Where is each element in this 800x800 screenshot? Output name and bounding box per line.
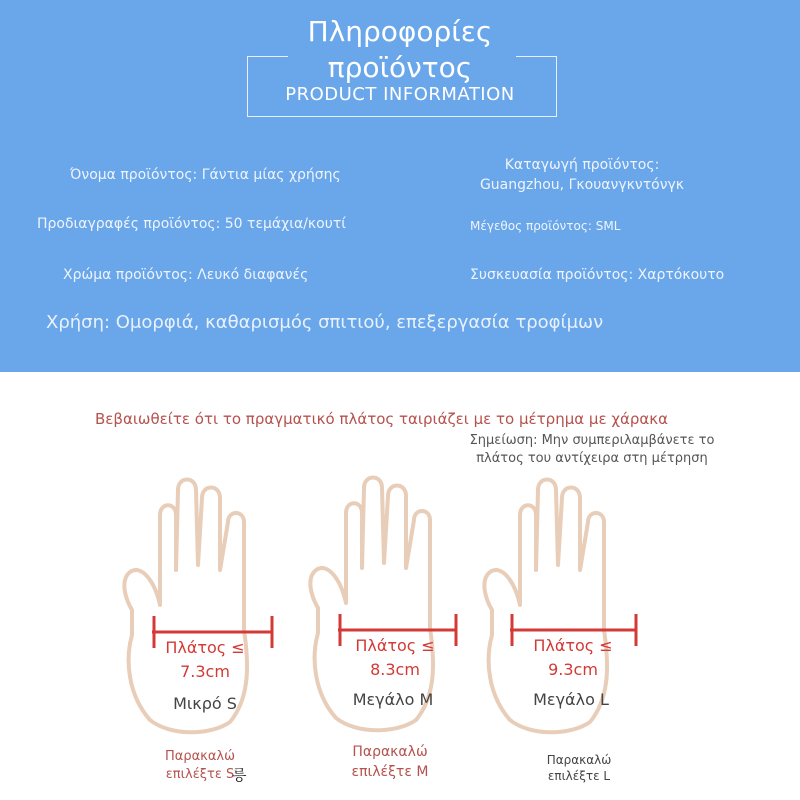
spec-origin-line2: Guangzhou, Γκουανγκντόνγκ [479, 177, 685, 193]
width-label-l-text: Πλάτος ≤ [533, 636, 613, 655]
width-label-l [518, 634, 628, 682]
pick-s-line1: Παρακαλώ [165, 749, 235, 764]
info-banner [0, 0, 800, 372]
pick-s-extra: 릉 [232, 766, 247, 784]
width-label-m-text: Πλάτος ≤ [355, 636, 435, 655]
width-label-m [340, 634, 450, 682]
measure-note-line2: πλάτος του αντίχειρα στη μέτρηση [476, 451, 708, 466]
width-value-m: 8.3cm [370, 660, 420, 679]
measure-note [462, 432, 722, 468]
pick-l [524, 752, 634, 784]
spec-packaging: Συσκευασία προϊόντος: Χαρτόκουτο [470, 267, 725, 283]
pick-l-line1: Παρακαλώ [546, 753, 612, 767]
width-value-l: 9.3cm [548, 660, 598, 679]
measure-note-line1: Σημείωση: Μην συμπεριλαμβάνετε το [469, 433, 715, 448]
title-english: PRODUCT INFORMATION [285, 84, 515, 105]
pick-s-line2: επιλέξτε S [165, 767, 235, 782]
title-greek-line2: προϊόντος [327, 51, 473, 84]
width-value-s: 7.3cm [180, 662, 230, 681]
spec-origin [462, 155, 702, 195]
spec-usage: Χρήση: Ομορφιά, καθαρισμός σπιτιού, επεξεργασία τροφίμων [46, 312, 604, 333]
width-label-s [150, 636, 260, 684]
pick-l-line2: επιλέξτε L [547, 769, 611, 783]
spec-name: Όνομα προϊόντος: Γάντια μίας χρήσης [70, 167, 341, 183]
pick-m [330, 742, 450, 782]
spec-size: Μέγεθος προϊόντος: SML [470, 219, 621, 233]
measure-instruction: Βεβαιωθείτε ότι το πραγματικό πλάτος ταιριάζει με το μέτρημα με χάρακα [95, 410, 669, 428]
size-name-m: Μεγάλο M [352, 690, 434, 709]
spec-specification: Προδιαγραφές προϊόντος: 50 τεμάχια/κουτί [37, 216, 347, 232]
width-label-s-text: Πλάτος ≤ [165, 638, 245, 657]
size-name-s: Μικρό S [173, 694, 237, 713]
pick-m-line1: Παρακαλώ [352, 744, 428, 760]
spec-color: Χρώμα προϊόντος: Λευκό διαφανές [63, 267, 309, 283]
title-greek-line1: Πληροφορίες [307, 15, 493, 48]
size-name-l: Μεγάλο L [533, 690, 609, 709]
spec-origin-line1: Καταγωγή προϊόντος: [504, 157, 660, 173]
pick-m-line2: επιλέξτε M [351, 764, 429, 780]
